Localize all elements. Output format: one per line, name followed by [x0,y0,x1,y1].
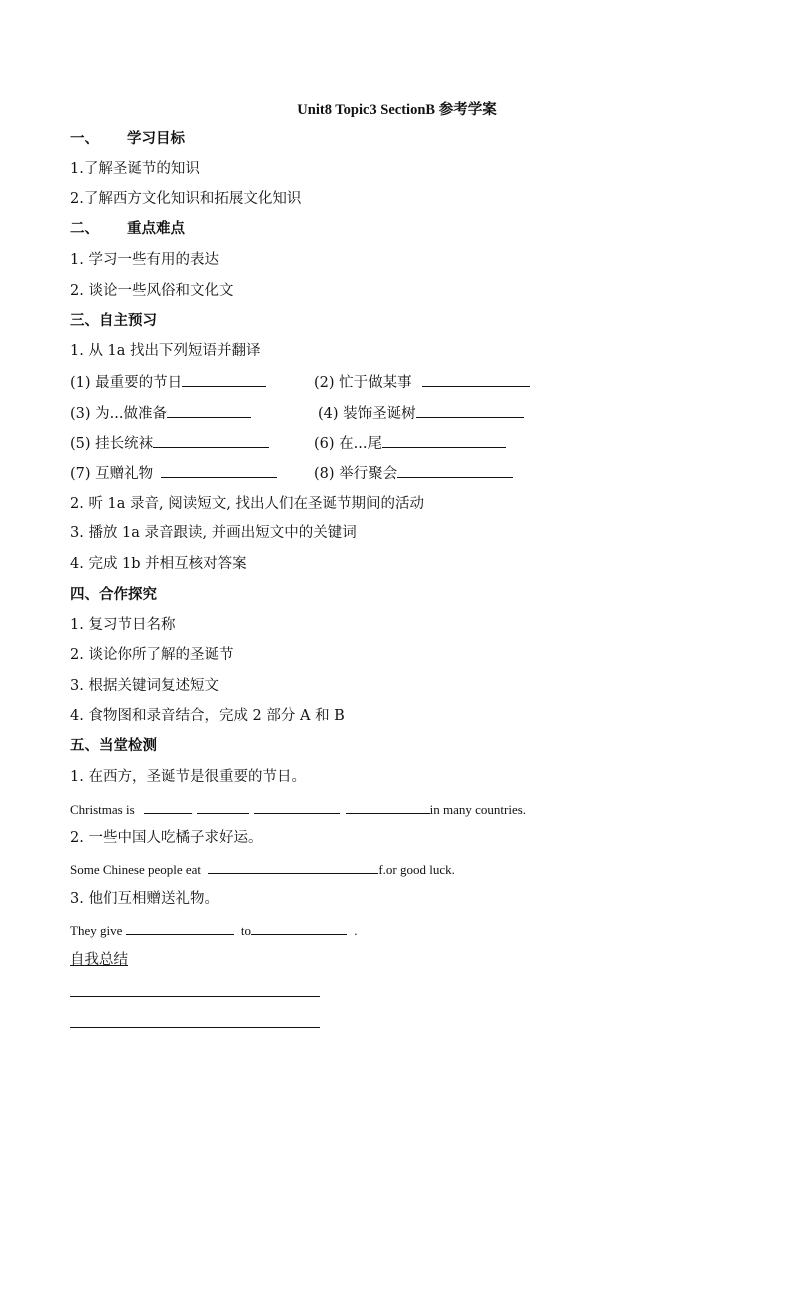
phrase-2-label: (2) 忙于做某事 [314,375,412,391]
test-2-blank[interactable] [208,859,378,874]
summary-line-2[interactable] [70,1027,320,1028]
test-1-suffix: in many countries. [429,802,527,817]
phrase-3-label: (3) 为...做准备 [70,406,167,422]
test-3-period: . [354,923,358,938]
objective-2: 2.了解西方文化知识和拓展文化知识 [70,191,302,207]
test-1-blank-1[interactable] [144,799,192,814]
phrase-row-1 [70,372,266,393]
phrase-8-blank[interactable] [397,463,513,478]
phrase-row-2-right [318,403,524,424]
preview-instruction-3: 3. 播放 1a 录音跟读, 并画出短文中的关键词 [70,525,357,541]
test-1-blank-2[interactable] [197,799,249,814]
test-1-blank-3[interactable] [254,799,340,814]
test-3-blank-2[interactable] [251,920,347,935]
section-1-label: 学习目标 [127,130,185,147]
phrase-8-label: (8) 举行聚会 [314,466,398,482]
explore-item-2: 2. 谈论你所了解的圣诞节 [70,647,234,663]
phrase-3-blank[interactable] [167,403,251,418]
page-title: Unit8 Topic3 SectionB 参考学案 [297,102,497,118]
phrase-1-label: (1) 最重要的节日 [70,375,183,391]
section-2-heading [70,219,185,239]
section-1-number: 一、 [70,130,99,147]
key-point-2: 2. 谈论一些风俗和文化文 [70,283,234,299]
section-3-heading: 三、自主预习 [70,312,157,329]
section-1-heading [70,129,185,149]
section-2-number: 二、 [70,220,99,237]
objective-1: 1.了解圣诞节的知识 [70,161,200,177]
test-question-2: 2. 一些中国人吃橘子求好运。 [70,830,263,846]
preview-instruction-4: 4. 完成 1b 并相互核对答案 [70,556,247,572]
self-summary-heading: 自我总结 [70,952,128,968]
explore-item-3: 3. 根据关键词复述短文 [70,678,219,694]
preview-instruction-2: 2. 听 1a 录音, 阅读短文, 找出人们在圣诞节期间的活动 [70,496,424,512]
test-2-prefix: Some Chinese people eat [70,862,202,877]
test-1-blank-4[interactable] [346,799,430,814]
test-sentence-2 [70,859,455,880]
test-3-to: to [240,923,251,938]
phrase-row-2 [70,403,251,424]
test-question-1: 1. 在西方，圣诞节是很重要的节日。 [70,769,306,785]
phrase-1-blank[interactable] [182,372,266,387]
phrase-row-4-right [314,463,513,484]
test-2-suffix: f.or good luck. [378,862,455,877]
summary-line-1[interactable] [70,996,320,997]
phrase-6-label: (6) 在...尾 [314,436,382,452]
phrase-row-1-right [314,372,530,393]
test-1-prefix: Christmas is [70,802,135,817]
phrase-row-4 [70,463,277,484]
phrase-4-blank[interactable] [416,403,524,418]
preview-instruction-1: 1. 从 1a 找出下列短语并翻译 [70,343,261,359]
section-4-heading: 四、合作探究 [70,586,157,603]
phrase-7-blank[interactable] [161,463,277,478]
explore-item-4: 4. 食物图和录音结合，完成 2 部分 A 和 B [70,708,345,724]
phrase-2-blank[interactable] [422,372,530,387]
test-sentence-1 [70,799,526,820]
test-sentence-3 [70,920,357,941]
test-question-3: 3. 他们互相赠送礼物。 [70,891,219,907]
key-point-1: 1. 学习一些有用的表达 [70,252,219,268]
test-3-blank-1[interactable] [126,920,234,935]
phrase-7-label: (7) 互赠礼物 [70,466,154,482]
phrase-row-3 [70,433,269,454]
explore-item-1: 1. 复习节日名称 [70,617,176,633]
section-5-heading: 五、当堂检测 [70,737,157,754]
phrase-6-blank[interactable] [382,433,506,448]
test-3-prefix: They give [70,923,123,938]
phrase-4-label: (4) 装饰圣诞树 [318,406,416,422]
phrase-row-3-right [314,433,506,454]
section-2-label: 重点难点 [127,220,185,237]
phrase-5-label: (5) 挂长统袜 [70,436,154,452]
phrase-5-blank[interactable] [153,433,269,448]
